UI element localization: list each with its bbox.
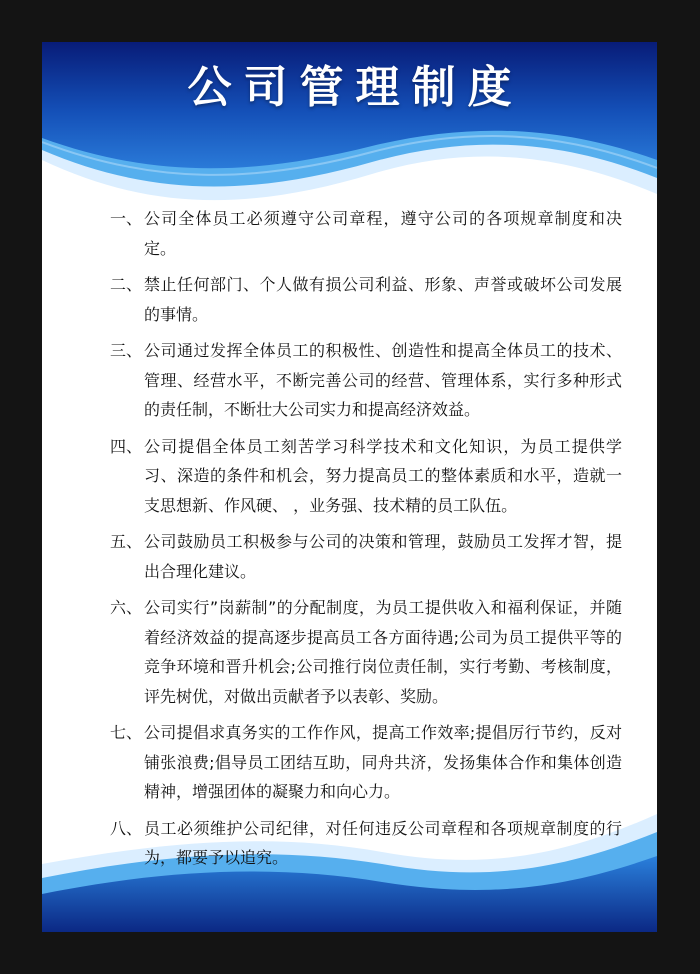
rule-item	[110, 336, 622, 425]
rule-item	[110, 270, 622, 329]
rule-number: 四、	[110, 436, 143, 456]
rule-item	[110, 204, 622, 263]
rule-number: 三、	[110, 341, 143, 360]
poster-title: 公司管理制度	[187, 62, 524, 113]
rule-number: 七、	[110, 723, 143, 742]
rule-text: 公司全体员工必须遵守公司章程，遵守公司的各项规章制度和决定。	[144, 209, 622, 258]
rule-item	[110, 593, 622, 711]
rule-text: 公司鼓励员工积极参与公司的决策和管理，鼓励员工发挥才智，提出合理化建议。	[144, 532, 622, 581]
rule-text: 公司提倡求真务实的工作作风，提高工作效率;提倡厉行节约，反对铺张浪费;倡导员工团结互助，同舟共济，发扬集体合作和集体创造精神，增强团体的凝聚力和向心力。	[144, 723, 622, 801]
rule-text: 员工必须维护公司纪律，对任何违反公司章程和各项规章制度的行为，都要予以追究。	[144, 818, 622, 867]
rule-item	[110, 432, 622, 521]
rule-text: 公司通过发挥全体员工的积极性、创造性和提高全体员工的技术、管理、经营水平，不断完善公司的经营、管理体系，实行多种形式的责任制，不断壮大公司实力和提高经济效益。	[144, 341, 622, 419]
rule-text: 公司实行”岗薪制”的分配制度，为员工提供收入和福利保证，并随着经济效益的提高逐步提高员工各方面待遇;公司为员工提供平等的竞争环境和晋升机会;公司推行岗位责任制，实行考勤、考核制度，评先树优，对做出贡献者予以表彰、奖励。	[144, 598, 622, 706]
rule-text: 禁止任何部门、个人做有损公司利益、形象、声誉或破坏公司发展的事情。	[144, 275, 622, 324]
rules-list	[110, 204, 622, 880]
rule-number: 六、	[110, 598, 143, 617]
poster-board	[42, 42, 657, 932]
rule-number: 一、	[110, 209, 143, 228]
rule-text: 公司提倡全体员工刻苦学习科学技术和文化知识，为员工提供学习、深造的条件和机会，努力提高员工的整体素质和水平，造就一支思想新、作风硬、 ，业务强、技术精的员工队伍。	[144, 436, 622, 515]
rule-item	[110, 527, 622, 586]
rule-item	[110, 718, 622, 807]
rule-item	[110, 814, 622, 873]
rule-number: 八、	[110, 818, 143, 838]
rule-number: 二、	[110, 275, 143, 294]
rule-number: 五、	[110, 532, 143, 551]
